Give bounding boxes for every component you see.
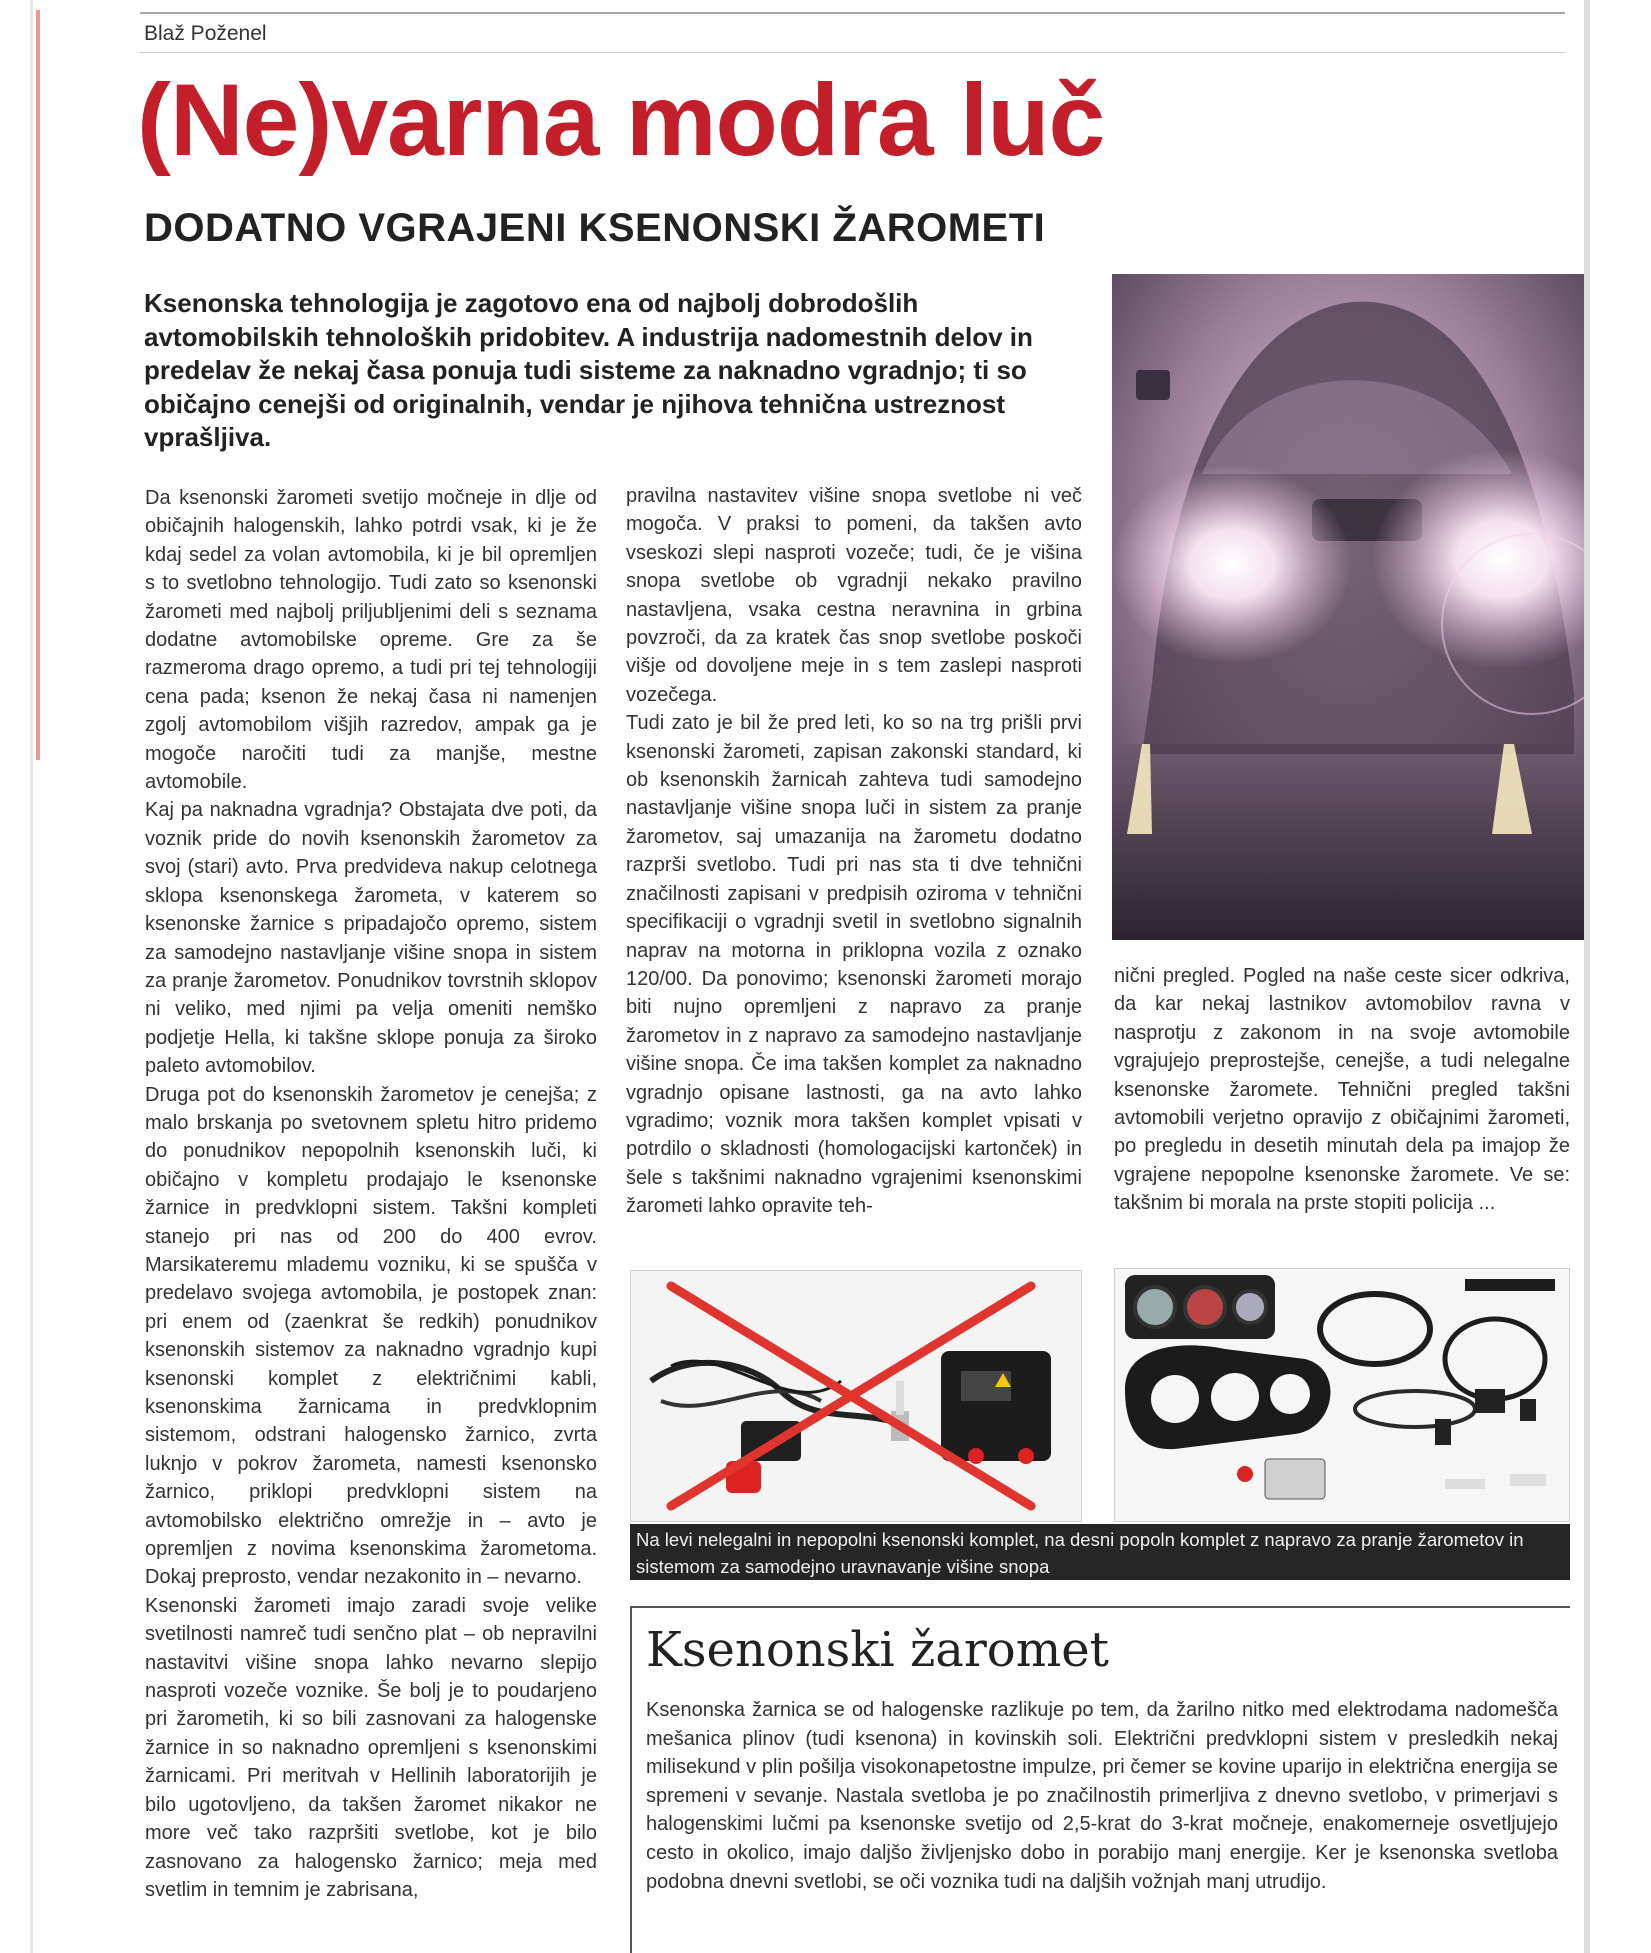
car-photo-illustration — [1112, 274, 1584, 940]
complete-kit-photo — [1114, 1268, 1570, 1522]
text-column-2 — [626, 482, 1082, 1221]
paragraph: Ksenonski žarometi imajo zaradi svoje velike svetilnosti namreč tudi senčno plat – ob nepravilni nastavitvi višine snopa lahko nevarno slepijo nasproti vozeče voznike. Še bolj je to poudarjeno pri žarometih, ki so bili zasnovani za halogenske žarnice in so naknadno opremljeni s ksenonskimi žarnicami. Pri meritvah v Hellinih laboratorijih je bilo ugotovljeno, da takšen žaromet nikakor ne more več tako razpršiti svetlobe, kot je bilo zasnovano za halogensko žarnico; meja med svetlim in temnim je zabrisana, — [145, 1594, 597, 1901]
article-title: (Ne)varna modra luč — [137, 63, 1105, 177]
header-rule — [140, 12, 1565, 14]
text-column-3 — [1114, 962, 1570, 1218]
page-binding-edge — [1584, 0, 1590, 1953]
paragraph: Tudi zato je bil že pred leti, ko so na trg prišli prvi ksenonski žarometi, zapisan zakonski standard, ki ob ksenonskih žarnicah zahteva tudi samodejno nastavljanje višine snopa luči in sistem za pranje žarometov, saj umazanija na žarometu dodatno razprši svetlobo. Tudi pri nas sta ti dve tehnični značilnosti zapisani v predpisih oziroma v tehnični specifikaciji o vgradnji svetil in svetlobno signalnih naprav na motorna in priklopna vozila z oznako 120/00. Da ponovimo; ksenonski žarometi morajo biti nujno opremljeni z napravo za pranje žarometov in z napravo za samodejno nastavljanje višine snopa. Če ima takšen komplet za naknadno vgradnjo opisane lastnosti, ga na avto lahko vgradimo; voznik mora takšen komplet vpisati v potrdilo o skladnosti (homologacijski kartonček) in šele s takšnimi naknadno vgrajenimi ksenonskimi žarometi lahko opravite teh- — [626, 712, 1082, 1218]
text-column-1 — [145, 484, 597, 1904]
article-subtitle: DODATNO VGRAJENI KSENONSKI ŽAROMETI — [144, 206, 1046, 250]
page-gutter — [30, 0, 33, 1953]
paragraph: Druga pot do ksenonskih žarometov je cenejša; z malo brskanja po svetovnem spletu hitro pridemo do ponudnikov nepopolnih ksenonskih luči, ki običajno v kompletu prodajajo le ksenonske žarnice in predvklopni sistem. Takšni kompleti stanejo pri nas od 200 do 400 evrov. Marsikateremu mlademu vozniku, ki se spušča v predelavo svojega avtomobila, je postopek znan: pri enem od (zaenkrat še redkih) ponudnikov ksenonskih sistemov za naknadno vgradnjo kupi ksenonski komplet z električnimi kabli, ksenonskima žarnicama in predvklopnim sistemom, odstrani halogensko žarnico, zvrta luknjo v pokrov žarometa, namesti ksenonsko žarnico, priklopi predvklopni sistem na avtomobilsko električno omrežje in – avto je opremljen z novima ksenonskima žarometoma. Dokaj preprosto, vendar nezakonito in – nevarno. — [145, 1083, 597, 1589]
photo-caption: Na levi nelegalni in nepopolni ksenonski komplet, na desni popoln komplet z napravo za pranje žarometov in sistemom za samodejno uravnavanje višine snopa — [630, 1524, 1570, 1580]
header-rule-lower — [140, 52, 1565, 53]
page-edge-mark — [36, 10, 40, 760]
complete-kit-illustration — [1115, 1269, 1569, 1521]
paragraph: Kaj pa naknadna vgradnja? Obstajata dve poti, da voznik pride do novih ksenonskih žarometov za svoj (stari) avto. Prva predvideva nakup celotnega sklopa ksenonskega žarometa, v katerem so ksenonske žarnice s pripadajočo opremo, sistem za samodejno nastavljanje višine snopa in sistem za pranje žarometov. Ponudnikov tovrstnih sklopov ni veliko, med njimi pa velja omeniti nemško podjetje Hella, ki takšne sklope ponuja za široko paleto avtomobilov. — [145, 799, 597, 1078]
author-name: Blaž Poženel — [144, 22, 267, 45]
paragraph: pravilna nastavitev višine snopa svetlobe ni več mogoča. V praksi to pomeni, da takšen avto vseskozi slepi nasproti vozeče; tudi, če je višina snopa svetlobe ob vgradnji nekako pravilno nastavljena, vsaka cestna neravnina in grbina povzroči, da za kratek čas snop svetlobe poskoči višje od dovoljene meje in s tem zaslepi nasproti vozečega. — [626, 485, 1082, 706]
info-box-title: Ksenonski žaromet — [646, 1622, 1109, 1678]
illegal-kit-illustration — [631, 1271, 1081, 1521]
paragraph: nični pregled. Pogled na naše ceste sicer odkriva, da kar nekaj lastnikov avtomobilov ravna v nasprotju z zakonom in na svoje avtomobile vgrajujejo preprostejše, cenejše, a tudi nelegalne ksenonske žaromete. Tehnični pregled takšni avtomobili verjetno opravijo z običajnimi žarometi, po pregledu in desetih minutah dela pa imajop že vgrajene nepopolne ksenonske žarometе. Ve se: takšnim bi morala na prste stopiti policija ... — [1114, 965, 1570, 1215]
info-box-text: Ksenonska žarnica se od halogenske razlikuje po tem, da žarilno nitko med elektrodama nadomešča mešanica plinov (tudi ksenona) in kovinskih soli. Električni predvklopni sistem v presledkih nekaj milisekund v plin pošilja visokonapetostne impulze, pri čemer se kovine uparijo in električna energija se spremeni v sevanje. Nastala svetloba je po značilnostih primerljiva z dnevno svetlobo, v primerjavi s halogenskimi lučmi pa ksenonske svetijo od 2,5-krat do 3-krat močneje, enakomerneje osvetljujejo cesto in okolico, imajo daljšo življenjsko dobo in porabijo manj energije. Ker je ksenonska svetloba podobna dnevni svetlobi, se oči voznika tudi na daljših vožnjah manj utrudijo. — [646, 1699, 1558, 1893]
paragraph: Da ksenonski žarometi svetijo močneje in dlje od običajnih halogenskih, lahko potrdi vsak, ki je že kdaj sedel za volan avtomobila, ki je bil opremljen s to svetlobno tehnologijo. Tudi zato so ksenonski žarometi med najbolj priljubljenimi deli s seznama dodatne avtomobilske opreme. Gre za še razmeroma drago opremo, a tudi pri tej tehnologiji cena pada; ksenon že nekaj časa ni namenjen zgolj avtomobilom višjih razredov, ampak ga je mogoče naročiti tudi za manjše, mestne avtomobile. — [145, 487, 597, 794]
car-headlights-photo — [1112, 274, 1584, 940]
illegal-kit-photo — [630, 1270, 1082, 1522]
article-lead: Ksenonska tehnologija je zagotovo ena od najbolj dobrodošlih avtomobilskih tehnoloških pridobitev. A industrija nadomestnih delov in predelav že nekaj časa ponuja tudi sisteme za naknadno vgradnjo; ti so običajno cenejši od originalnih, vendar je njihova tehnična ustreznost vprašljiva. — [144, 288, 1033, 452]
